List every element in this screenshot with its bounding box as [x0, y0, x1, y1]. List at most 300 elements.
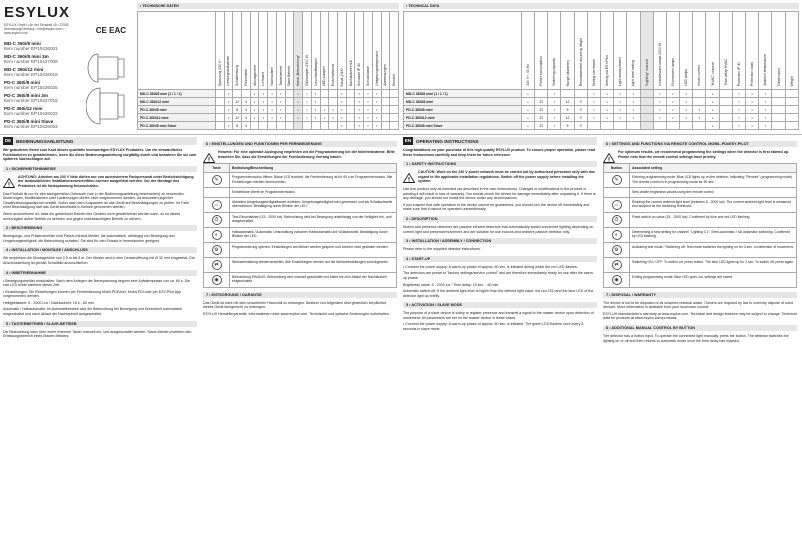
paragraph: • Bewegungsmelder einschalten: Nach dem Anlegen der Netzspannung beginnt eine Aufwärmphase von ca. 60 s. Die rote LED blinkt während dieser Zeit. [3, 278, 191, 288]
table-cell: • [680, 90, 693, 98]
column-label: Einschaltstrom [331, 63, 336, 86]
table-cell: 3 [574, 106, 587, 114]
column-header [276, 12, 285, 90]
table-cell: • [693, 114, 706, 122]
table-cell: • [548, 106, 561, 114]
column-header [364, 12, 373, 90]
table-cell: • [680, 114, 693, 122]
paragraph: Bewegungs- und Präsenzmelder sind Passiv-Infrarot-Melder, die automatisch, abhängig von Bewegung und Umgebungshelligkeit, die Beleuchtung schalten. Sie sind für den Einsatz in Innenräumen geeignet. [3, 234, 175, 243]
item-number: Item number EP10427015 [4, 98, 58, 103]
table-cell [640, 122, 653, 130]
column-label: Glühlampen 2300 W [304, 55, 309, 86]
table-cell: • [364, 114, 373, 122]
section-heading: 8 • ADDITIONAL MANUAL CONTROL BY BUTTON [603, 325, 797, 331]
intro-text: Wir gratulieren Ihnen zum Kauf dieses qualitativ hochwertigen ESYLUX Produktes. Um ein einwandfreies Funktionieren zu gewährleisten, lesen Sie diese Bedienungsanleitung sorgfältig durch und bewahren Sie sie zum späteren Nachschlagen auf. [3, 148, 197, 162]
settings-row [604, 272, 797, 287]
column-label: LED lamps [684, 69, 689, 86]
column-label: Leuchtstofflampen [313, 58, 318, 86]
column-label: Nachlaufzeit [270, 67, 275, 86]
table-cell: • [276, 114, 285, 122]
table-cell: • [653, 98, 666, 106]
table-cell: • [759, 122, 772, 130]
setting-description: Sets visible brightness values using the remote control [630, 188, 797, 197]
column-label: "HVAC" channel [710, 61, 715, 86]
table-cell [390, 90, 399, 98]
settings-row [604, 257, 797, 272]
table-cell [320, 98, 329, 106]
setting-description: Test-Einschaltwert (15 - 2000 lux): Beleuchtung wird bei Bewegung unabhängig von der Helligkeit ein- und ausgeschaltet. [230, 212, 397, 227]
warning-notice [203, 150, 397, 163]
main-title: BEDIENUNGSANLEITUNG [16, 138, 74, 144]
table-cell: • [666, 114, 679, 122]
table-cell [785, 106, 798, 114]
table-cell: 3 [574, 122, 587, 130]
section-heading: 3 • INSTALLATION / ASSEMBLY / CONNECTION [403, 238, 597, 244]
table-cell [320, 122, 329, 130]
table-cell [785, 98, 798, 106]
table-cell [381, 90, 390, 98]
table-cell: • [250, 106, 259, 114]
button-cell [604, 188, 630, 197]
settings-row [604, 212, 797, 227]
table-cell: • [224, 114, 233, 122]
table-row [404, 98, 799, 106]
table-cell [587, 122, 600, 130]
table-cell [719, 98, 732, 106]
instructions-de [3, 137, 197, 533]
table-cell: • [600, 98, 613, 106]
table-cell: • [627, 90, 640, 98]
technical-data-table-en [403, 3, 799, 130]
table-cell: • [268, 90, 277, 98]
button-cell [604, 212, 630, 227]
table-cell: 3 [242, 106, 251, 114]
button-cell [604, 257, 630, 272]
table-cell: • [250, 98, 259, 106]
column-header [355, 12, 364, 90]
settings-table [603, 163, 797, 288]
button-cell [204, 173, 230, 188]
remote-button-icon: ⏱ [212, 215, 222, 225]
model-name: PD-C 360i/8 mini Slave [4, 119, 54, 124]
table-cell: • [732, 106, 745, 114]
column-header [693, 12, 706, 90]
table-cell: • [259, 98, 268, 106]
row-label: PD-C 360i/12 mini [138, 114, 216, 122]
table-cell: 3 [242, 122, 251, 130]
table-cell [719, 90, 732, 98]
column-label: Ambient temperature [763, 54, 768, 86]
table-cell: • [311, 106, 320, 114]
paragraph: The device is not to be disposed of as unsorted residual waste. Owners are required by law to correctly dispose of used devices. More information is available from your local town council. [603, 300, 793, 310]
remote-settings-en [603, 137, 797, 533]
table-cell: • [259, 90, 268, 98]
table-cell: • [294, 114, 303, 122]
column-label: Fluorescent lamps [671, 58, 676, 86]
table-cell: • [250, 90, 259, 98]
model-name: PD-C 360i/8 mini [4, 80, 40, 85]
table-cell [285, 114, 294, 122]
warning-icon [3, 175, 15, 188]
table-cell: • [337, 90, 346, 98]
product-header [4, 4, 132, 130]
table-cell: • [732, 98, 745, 106]
table-cell: • [372, 122, 381, 130]
settings-row [204, 227, 397, 242]
section-heading: 7 • DISPOSAL / WARRANTY [603, 292, 797, 298]
language-badge: DE [4, 138, 12, 143]
svg-text:!: ! [608, 157, 610, 163]
table-cell: • [521, 122, 534, 130]
table-cell [600, 122, 613, 130]
button-cell [604, 272, 630, 287]
table-cell: • [250, 114, 259, 122]
column-label: 230 V~, 50 Hz [525, 64, 530, 86]
setting-description: Fixed switch-on value (15 - 2000 lux): Confirmed by blue and red LED flashing. [630, 212, 797, 227]
table-cell: • [294, 106, 303, 114]
section-heading: 1 • SAFETY INSTRUCTIONS [403, 161, 597, 167]
table-cell: • [653, 114, 666, 122]
table-cell: • [355, 98, 364, 106]
table-cell [640, 114, 653, 122]
paragraph: • Connect the power supply: A warm-up phase of approx. 60 sec. is initiated during which the red LED flashes. [403, 264, 578, 269]
table-cell: • [355, 90, 364, 98]
table-cell [215, 122, 224, 130]
column-label: Slave-Betrieb [287, 65, 292, 86]
column-label: Kanal „Beleuchtung“ [296, 55, 301, 86]
table-cell: • [746, 106, 759, 114]
setting-description: Exiting programming mode: Blue LED goes out, settings are saved. [630, 272, 797, 287]
row-label: PD-C 360i/12 mini [404, 114, 522, 122]
column-label: Montagehöhe [252, 65, 257, 86]
table-cell: • [587, 114, 600, 122]
table-cell [346, 106, 355, 114]
column-label: Light measurement [618, 56, 623, 86]
table-cell: 8 [233, 122, 242, 130]
button-cell [604, 242, 630, 257]
table-cell [285, 90, 294, 98]
table-cell [329, 90, 338, 98]
column-label: Abmessungen [383, 64, 388, 86]
column-header [320, 12, 329, 90]
column-header [785, 12, 798, 90]
warning-text: For optimum results, we recommend programming the settings when the detector is first started up. Please note that the remote control settings have priority. [618, 150, 790, 159]
column-label: Umgebungstemperatur [374, 51, 379, 86]
paragraph: • Einstellungen: Die Einstellungen können per Fernbedienung Mobil-PDi/User, Mobil-PDi oder per ESY-Pilot App vorgenommen werden. [3, 289, 182, 299]
column-header [242, 12, 251, 90]
column-label: Protection class [750, 62, 755, 86]
table-cell [785, 114, 798, 122]
paragraph: Please refer to the supplied detector instructions. [403, 247, 481, 252]
table-cell: • [337, 114, 346, 122]
esylux-logo: ESYLUX [4, 4, 71, 21]
remote-button-icon: ◐ [612, 230, 622, 240]
column-header [627, 12, 640, 90]
table-cell [693, 122, 706, 130]
table-cell [535, 90, 548, 98]
column-header [346, 12, 355, 90]
table-cell [285, 122, 294, 130]
table-cell: • [224, 98, 233, 106]
table-cell: • [372, 90, 381, 98]
column-header [746, 12, 759, 90]
table-cell: 12 [535, 114, 548, 122]
table-row [138, 122, 399, 130]
paragraph: ESYLUX Herstellergarantie: Informationen unter www.esylux.com. Technische und optische Änderungen vorbehalten. [203, 311, 390, 316]
table-cell: • [224, 122, 233, 130]
settings-row [204, 188, 397, 197]
table-cell: • [224, 106, 233, 114]
table-cell: • [600, 114, 613, 122]
table-cell: • [268, 98, 277, 106]
paragraph: Wir empfehlen die Montagehöhe von 2,5 m bis 3 m. Der Melder wird in eine Deckenöffnung mit Ø 32 mm eingesetzt. Die Anschlussleitung ist gemäß Schaltbild anzuschließen. [3, 256, 195, 265]
table-cell: • [706, 122, 719, 130]
table-cell: • [521, 106, 534, 114]
table-cell: • [521, 90, 534, 98]
column-label: Inrush current [697, 65, 702, 86]
table-cell: • [759, 90, 772, 98]
column-header [224, 12, 233, 90]
table-cell: • [320, 106, 329, 114]
table-cell: • [706, 114, 719, 122]
table-cell [680, 122, 693, 130]
table-cell [381, 98, 390, 106]
column-header [329, 12, 338, 90]
tech-table [137, 11, 399, 130]
settings-row [604, 188, 797, 197]
table-cell: • [614, 98, 627, 106]
intro-text: Congratulations on your purchase of this high-quality ESYLUX product. To ensure proper operation, please read these instructions carefully and keep them for future reference. [403, 148, 596, 157]
settings-row [604, 173, 797, 188]
table-cell: • [706, 106, 719, 114]
setting-description: Aktuellen Umgebungshelligkeitswert einlesen: Umgebungshelligkeit wird gemessen und als Schaltschwelle übernommen. Bestätigung durch Blinken der LED. [230, 197, 397, 212]
column-label: Gewicht [392, 73, 397, 86]
section-heading: 2 • DESCRIPTION [403, 216, 597, 222]
table-cell: 8 [233, 106, 242, 114]
section-heading: 7 • ENTSORGUNG / GARANTIE [203, 292, 397, 298]
svg-text:!: ! [208, 157, 210, 163]
button-cell [604, 173, 630, 188]
table-cell: • [311, 90, 320, 98]
table-cell [346, 122, 355, 130]
setting-description: Reading the current ambient light level (between 5 - 2000 lux): The current ambient light level is measured and adopted as the switching threshold. [630, 197, 797, 212]
table-cell [772, 98, 785, 106]
warning-icon [203, 150, 215, 163]
table-cell: • [627, 114, 640, 122]
table-cell: • [311, 98, 320, 106]
remote-button-icon: ◉ [212, 275, 222, 285]
column-label: Range (diameter) [565, 59, 570, 86]
settings-row [204, 197, 397, 212]
warning-text: CAUTION: Work on the 230 V power network must be carried out by authorised personnel only with due regard to the applicable installation regulations. Switch off the power supply before installing the system. [418, 170, 596, 184]
item-number: Item number EP10426032 [4, 111, 58, 116]
table-cell [785, 90, 798, 98]
table-cell [233, 90, 242, 98]
column-header [337, 12, 346, 90]
section-title: • TECHNICAL DATA [403, 3, 799, 9]
table-cell: • [337, 106, 346, 114]
table-cell: • [303, 90, 312, 98]
table-cell: • [320, 114, 329, 122]
button-cell: Button [604, 164, 630, 173]
row-label: MD-C 360i/8 mini [404, 98, 522, 106]
column-header [521, 12, 534, 90]
table-cell [381, 122, 390, 130]
remote-button-icon: ✎ [612, 175, 622, 185]
technical-data-table-de [137, 3, 399, 130]
column-header [303, 12, 312, 90]
table-cell: • [372, 98, 381, 106]
table-cell: • [653, 90, 666, 98]
column-header [640, 12, 653, 90]
column-header [759, 12, 772, 90]
button-cell: Taste [204, 164, 230, 173]
item-number: Item number EP10426025 [4, 85, 58, 90]
table-cell: • [259, 106, 268, 114]
table-cell: • [548, 114, 561, 122]
table-cell [719, 106, 732, 114]
table-cell: • [372, 114, 381, 122]
table-cell: • [600, 90, 613, 98]
settings-row [204, 257, 397, 272]
section-heading: 2 • BESCHREIBUNG [3, 225, 197, 231]
column-header [535, 12, 548, 90]
table-row [138, 98, 399, 106]
section-heading: 4 • INBETRIEBNAHME [3, 270, 197, 276]
ce-mark: CE EAC [95, 26, 126, 35]
paragraph: If you suspect that safe operation of the device cannot be guaranteed, you should turn the device off immediately and make sure that it cannot be operated unintentionally. [403, 202, 590, 212]
paragraph: Automatic switch-off: If the ambient light level is higher than the defined light value, the red LED and the blue LED of the detector light up briefly. [403, 289, 594, 298]
table-cell: • [329, 114, 338, 122]
table-cell [311, 122, 320, 130]
corner-cell [138, 12, 216, 90]
table-cell [772, 122, 785, 130]
paragraph: Die Beleuchtung kann über einen externen Taster manuell ein- und ausgeschaltet werden. Slave-Melder erweitern den Erfassungsbereich eines Master-Melders. [3, 329, 192, 339]
table-cell: • [355, 122, 364, 130]
table-cell: • [666, 98, 679, 106]
table-cell: • [759, 114, 772, 122]
table-cell: • [268, 114, 277, 122]
paragraph: Use this product only as intended (as described in the user instructions). Changes or modifications to the product or painting it will result in loss of warranty. You should check the device for damage immediately after unpacking it. If there is any damage, you should not install the device under any circumstances. [403, 186, 596, 201]
table-cell: • [587, 106, 600, 114]
setting-description: Activating test mode / Switching off: Test mode switches the lighting on for 3 sec. on detection of movement. [630, 242, 797, 257]
table-cell: 3 [574, 98, 587, 106]
table-row [138, 106, 399, 114]
table-cell: • [276, 90, 285, 98]
table-cell [215, 106, 224, 114]
table-cell: • [600, 106, 613, 114]
row-label: PD-C 360i/8 mini Slave [404, 122, 522, 130]
instructions-en [403, 137, 597, 533]
button-cell [204, 257, 230, 272]
column-label: Time delay HVAC [723, 59, 728, 86]
remote-button-icon: ◐ [212, 230, 222, 240]
table-cell [381, 106, 390, 114]
table-cell [785, 122, 798, 130]
table-cell: • [276, 98, 285, 106]
table-cell [346, 98, 355, 106]
table-cell: • [364, 98, 373, 106]
settings-row [604, 242, 797, 257]
settings-row [204, 173, 397, 188]
section-heading: 6 • SETTINGS AND FUNCTIONS VIA REMOTE CONTROL MOBIL-PDi/ESY-PILOT [603, 141, 797, 147]
column-header [285, 12, 294, 90]
button-cell [204, 227, 230, 242]
column-header [548, 12, 561, 90]
settings-table [203, 163, 397, 288]
table-cell: 3 [242, 98, 251, 106]
row-label: MD-C 360i/8 mini (1 / 1 / 1) [404, 90, 522, 98]
table-cell [693, 90, 706, 98]
column-label: Weight [789, 75, 794, 86]
remote-button-icon: ⏱ [612, 215, 622, 225]
table-cell [627, 122, 640, 130]
table-cell: • [759, 98, 772, 106]
column-header [772, 12, 785, 90]
table-cell: • [224, 90, 233, 98]
remote-button-icon: ⇄ [212, 260, 222, 270]
row-label: MD-C 360i/12 mini [138, 98, 216, 106]
table-cell: • [337, 98, 346, 106]
model-name: PD-C 360i/8 mini 3m [4, 93, 48, 98]
column-label: Setting via remote [591, 58, 596, 86]
column-header [268, 12, 277, 90]
model-name: PD-C 360i/12 mini [4, 106, 43, 111]
section-heading: 4 • START-UP [403, 256, 597, 262]
table-cell: • [732, 114, 745, 122]
warning-text: ACHTUNG: Arbeiten am 230 V Netz dürfen nur von autorisiertem Fachpersonal unter Berücksichtigung der landesüblichen Installationsvorschriften/-normen ausgeführt werden. Vor der Montage des Produktes ist die Netzspannung freizuschalten. [18, 174, 194, 188]
remote-button-icon: ☼ [612, 200, 622, 210]
model-name: MD-C 360i/8 mini [4, 41, 41, 46]
table-cell [390, 122, 399, 130]
svg-text:!: ! [8, 182, 10, 188]
divider [0, 134, 802, 135]
table-cell: • [355, 114, 364, 122]
setting-description: Halbautomatik / Automatik: Umschaltung zwischen Halbautomatik und Vollautomatik. Bestätigung durch Blinken der LED. [230, 227, 397, 242]
column-header [250, 12, 259, 90]
section-heading: 6 • EINSTELLUNGEN UND FUNKTIONEN PER FERNBEDIENUNG [203, 141, 397, 147]
table-cell: • [521, 98, 534, 106]
settings-row [604, 164, 797, 173]
column-label: Schutzklasse [365, 66, 370, 86]
column-label: Switching capacity [552, 58, 557, 86]
table-cell [614, 122, 627, 130]
button-cell [204, 197, 230, 212]
table-cell: • [653, 106, 666, 114]
paragraph: Brightness value: 5 - 2000 lux / Time delay: 15 sec. - 60 min. [403, 282, 500, 287]
remote-button-icon: ☼ [212, 200, 222, 210]
table-cell: • [680, 98, 693, 106]
setting-description: Bedeutung/Beschreibung [230, 164, 397, 173]
column-header [680, 12, 693, 90]
table-cell [772, 106, 785, 114]
table-cell: • [268, 106, 277, 114]
header-row [404, 12, 799, 90]
column-label: Setting via ESY-Pilot [605, 55, 610, 86]
button-cell [204, 188, 230, 197]
table-cell: • [294, 90, 303, 98]
language-badge: EN [404, 138, 412, 143]
section-heading: 5 • TASTERBETRIEB / SLAVE-BETRIEB [3, 321, 197, 327]
paragraph: Automatik / Halbautomatik: Im Automatikbetrieb wird die Beleuchtung bei Bewegung und Dunkelheit automatisch eingeschaltet und nach Ablauf der Nachlaufzeit ausgeschaltet. [3, 307, 183, 317]
table-cell: • [666, 90, 679, 98]
column-label: Power consumption [539, 56, 544, 86]
table-cell: • [337, 122, 346, 130]
setting-description: Einstellbare Werte im Programmiermodus [230, 188, 397, 197]
row-label: PD-C 360i/8 mini [138, 106, 216, 114]
table-cell: 12 [535, 98, 548, 106]
column-label: LED-Lampen [322, 66, 327, 86]
